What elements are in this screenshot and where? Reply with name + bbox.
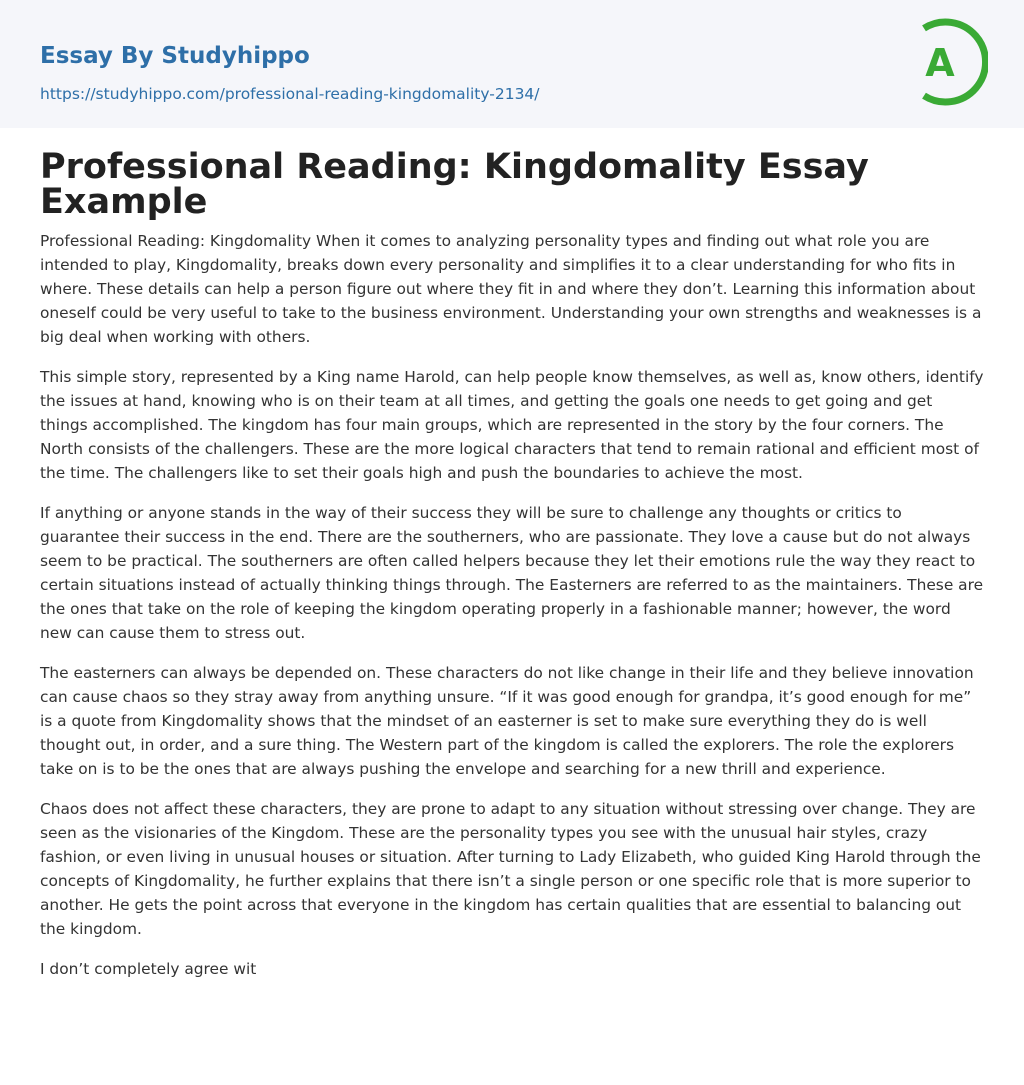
essay-paragraph: Professional Reading: Kingdomality When it comes to analyzing personality types and finding out what role you are intended to play, Kingdomality, breaks down every personality and simplifies it to a clear understanding for who fits in where. These details can help a person figure out where they fit in and where they don’t. Learning this information about oneself could be very useful to take to the business environment. Understanding your own strengths and weaknesses is a big deal when working with others. — [40, 232, 982, 346]
site-header — [0, 0, 1024, 128]
page-url-link[interactable]: https://studyhippo.com/professional-reading-kingdomality-2134/ — [40, 85, 540, 103]
essay-paragraph: The easterners can always be depended on. These characters do not like change in their life and they believe innovation can cause chaos so they stray away from anything unsure. “If it was good enough for grandpa, it’s good enough for me” is a quote from Kingdomality shows that the mindset of an easterner is set to make sure everything they do is well thought out, in order, and a sure thing. The Western part of the kingdom is called the explorers. The role the explorers take on is to be the ones that are always pushing the envelope and searching for a new thrill and experience. — [40, 664, 974, 778]
essay-paragraph: Chaos does not affect these characters, they are prone to adapt to any situation without stressing over change. They are seen as the visionaries of the Kingdom. These are the personality types you see with the unusual hair styles, crazy fashion, or even living in unusual houses or situation. After turning to Lady Elizabeth, who guided King Harold through the concepts of Kingdomality, he further explains that there isn’t a single person or one specific role that is more superior to another. He gets the point across that everyone in the kingdom has certain qualities that are essential to balancing out the kingdom. — [40, 800, 981, 938]
essay-paragraph-truncated: I don’t completely agree wit — [40, 960, 257, 978]
page-title: Professional Reading: Kingdomality Essay Example — [40, 147, 869, 222]
essay-paragraph: This simple story, represented by a King name Harold, can help people know themselves, as well as, know others, identify the issues at hand, knowing who is on their team at all times, and getting the goals one needs to get going and get things accomplished. The kingdom has four main groups, which are represented in the story by the four corners. The North consists of the challengers. These are the more logical characters that tend to remain rational and efficient most of the time. The challengers like to set their goals high and push the boundaries to achieve the most. — [40, 368, 984, 482]
essay-paragraph: If anything or anyone stands in the way of their success they will be sure to challenge any thoughts or critics to guarantee their success in the end. There are the southerners, who are passionate. They love a cause but do not always seem to be practical. The southerners are often called helpers because they let their emotions rule the way they react to certain situations instead of actually thinking things through. The Easterners are referred to as the maintainers. These are the ones that take on the role of keeping the kingdom operating properly in a fashionable manner; however, the word new can cause them to stress out. — [40, 504, 984, 642]
studyhippo-logo-icon[interactable] — [910, 18, 988, 106]
logo-letter: A — [925, 41, 955, 85]
site-title[interactable]: Essay By Studyhippo — [40, 43, 310, 69]
essay-body — [40, 229, 984, 997]
